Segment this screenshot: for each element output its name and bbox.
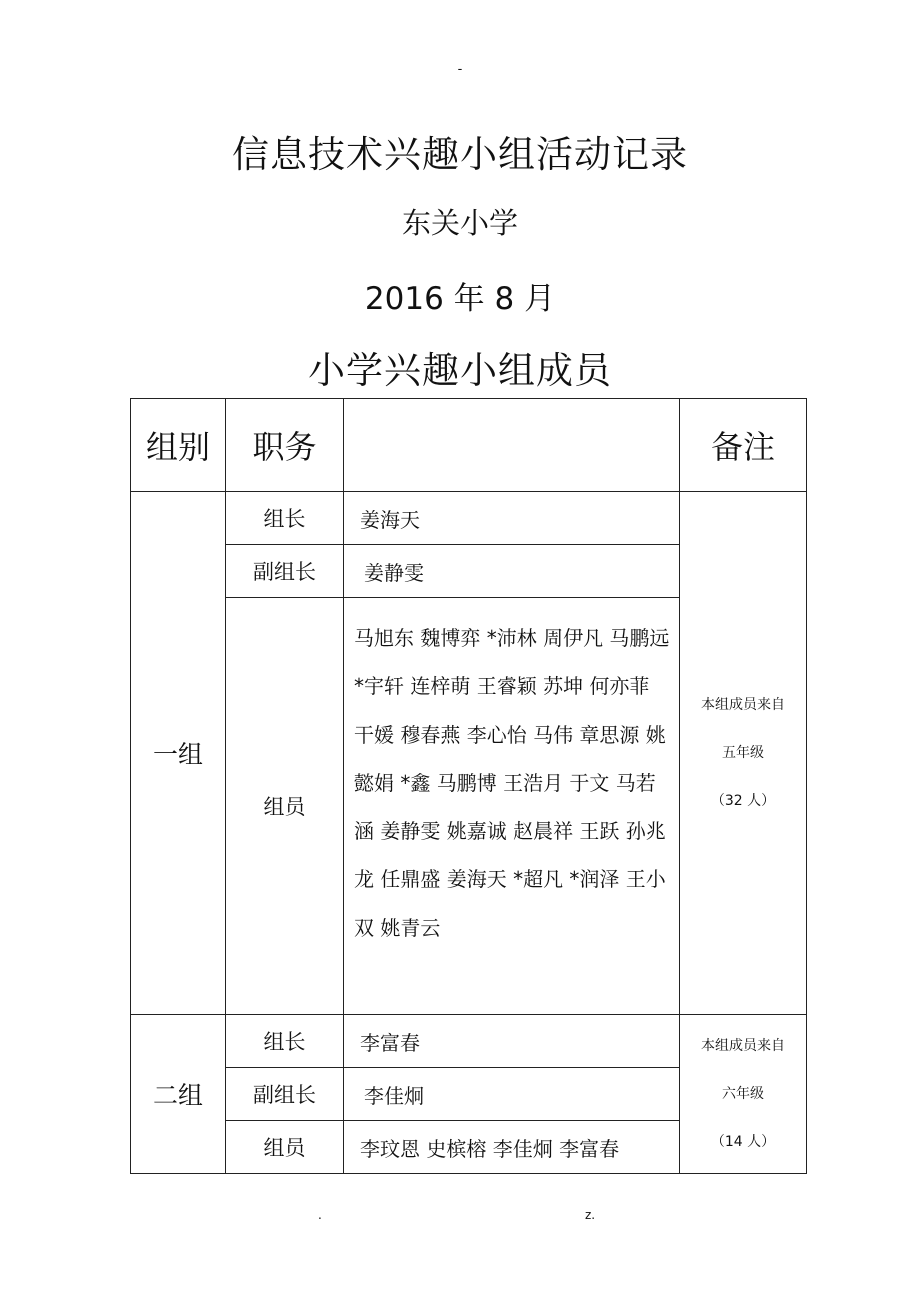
table-header-row — [131, 399, 807, 492]
role-label: 组员 — [226, 598, 344, 1015]
leader-name: 姜海天 — [344, 492, 680, 545]
vice-leader-name: 李佳炯 — [344, 1068, 680, 1121]
note-line: （32 人） — [710, 793, 776, 809]
note-line: 五年级 — [722, 745, 764, 761]
group-note — [680, 1015, 807, 1174]
member-list: 李玟恩 史槟榕 李佳炯 李富春 — [344, 1121, 680, 1174]
role-label: 副组长 — [226, 1068, 344, 1121]
role-label: 组长 — [226, 1015, 344, 1068]
note-line: 六年级 — [722, 1086, 764, 1102]
note-line: 本组成员来自 — [701, 1038, 785, 1054]
header-names — [344, 399, 680, 492]
role-label: 组员 — [226, 1121, 344, 1174]
header-role: 职务 — [226, 399, 344, 492]
footer-mark-right: z. — [585, 1208, 596, 1222]
footer-mark-left: . — [318, 1208, 322, 1222]
leader-name: 李富春 — [344, 1015, 680, 1068]
members-title: 小学兴趣小组成员 — [308, 349, 612, 392]
group-note — [680, 492, 807, 1015]
role-label: 副组长 — [226, 545, 344, 598]
note-line: 本组成员来自 — [701, 697, 785, 713]
document-date: 2016 年 8 月 — [364, 281, 556, 317]
group-name: 一组 — [131, 492, 226, 1015]
header-note: 备注 — [680, 399, 807, 492]
group-name: 二组 — [131, 1015, 226, 1174]
table-row — [131, 492, 807, 545]
member-list: 马旭东 魏博弈 *沛林 周伊凡 马鹏远 *宇轩 连梓萌 王睿颖 苏坤 何亦菲 干媛 穆春燕 李心怡 马伟 章思源 姚懿娟 *鑫 马鹏博 王浩月 于文 马若涵 姜静雯 姚嘉诚 赵晨祥 王跃 孙兆龙 任鼎盛 姜海天 *超凡 *润泽 王小双 姚青云 — [344, 598, 680, 1015]
vice-leader-name: 姜静雯 — [344, 545, 680, 598]
role-label: 组长 — [226, 492, 344, 545]
members-table — [130, 398, 807, 1174]
school-name: 东关小学 — [401, 206, 518, 240]
note-line: （14 人） — [710, 1134, 776, 1150]
header-group: 组别 — [131, 399, 226, 492]
header-mark: - — [457, 62, 463, 77]
page-title: 信息技术兴趣小组活动记录 — [232, 133, 688, 176]
table-row — [131, 1015, 807, 1068]
